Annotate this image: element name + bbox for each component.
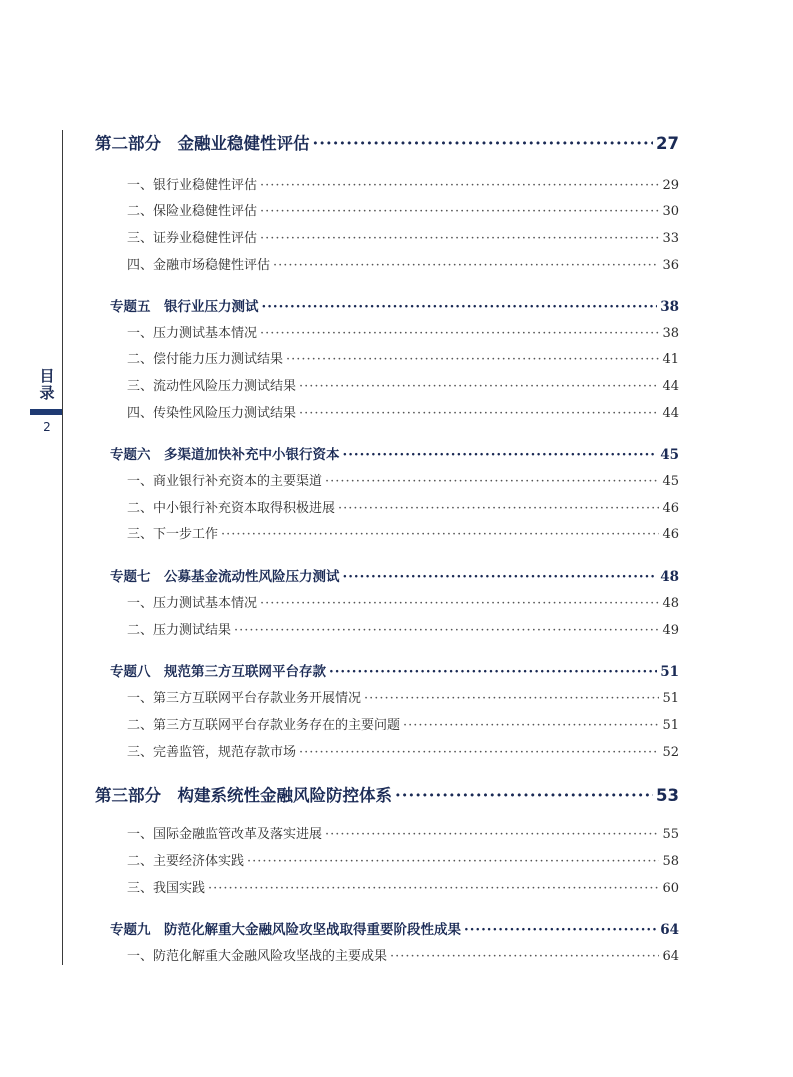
toc-entry-title: 专题九 防范化解重大金融风险攻坚战取得重要阶段性成果 <box>110 922 461 938</box>
toc-leader-dots <box>343 569 658 585</box>
toc-item-entry[interactable] <box>127 174 679 193</box>
toc-entry-page: 64 <box>662 949 679 964</box>
toc-entry-page: 44 <box>662 406 679 421</box>
toc-entry-page: 45 <box>662 474 679 489</box>
toc-entry-page: 64 <box>660 922 679 938</box>
toc-leader-dots <box>390 949 659 964</box>
toc-entry-title: 二、第三方互联网平台存款业务存在的主要问题 <box>127 718 401 733</box>
toc-entry-title: 一、国际金融监管改革及落实进展 <box>127 827 323 842</box>
toc-entry-title: 三、我国实践 <box>127 881 206 896</box>
toc-item-entry[interactable] <box>127 592 679 611</box>
toc-topic-entry[interactable] <box>110 918 679 938</box>
toc-entry-page: 46 <box>662 527 679 542</box>
toc-item-entry[interactable] <box>127 687 679 706</box>
toc-entry-title: 二、中小银行补充资本取得积极进展 <box>127 501 336 516</box>
toc-leader-dots <box>262 299 658 315</box>
toc-leader-dots <box>325 474 659 489</box>
toc-topic-entry[interactable] <box>110 660 679 680</box>
toc-entry-title: 一、商业银行补充资本的主要渠道 <box>127 474 323 489</box>
toc-leader-dots <box>299 406 659 421</box>
toc-entry-title: 一、第三方互联网平台存款业务开展情况 <box>127 691 362 706</box>
toc-entry-page: 51 <box>660 664 679 680</box>
side-label-bottom: 录 <box>39 384 55 402</box>
toc-leader-dots <box>286 352 659 367</box>
toc-leader-dots <box>325 827 659 842</box>
toc-entry-title: 三、下一步工作 <box>127 527 219 542</box>
toc-part-entry[interactable] <box>95 130 679 154</box>
toc-entry-title: 专题八 规范第三方互联网平台存款 <box>110 664 326 680</box>
toc-entry-title: 二、压力测试结果 <box>127 623 232 638</box>
toc-leader-dots <box>234 623 659 638</box>
toc-item-entry[interactable] <box>127 823 679 842</box>
toc-item-entry[interactable] <box>127 375 679 394</box>
toc-item-entry[interactable] <box>127 945 679 964</box>
toc-leader-dots <box>221 527 659 542</box>
toc-item-entry[interactable] <box>127 402 679 421</box>
toc-entry-title: 第二部分 金融业稳健性评估 <box>95 134 310 153</box>
toc-entry-page: 46 <box>662 501 679 516</box>
toc-item-entry[interactable] <box>127 254 679 273</box>
toc-entry-page: 52 <box>662 745 679 760</box>
toc-item-entry[interactable] <box>127 523 679 542</box>
toc-entry-title: 四、传染性风险压力测试结果 <box>127 406 297 421</box>
toc-topic-entry[interactable] <box>110 443 679 463</box>
toc-entry-title: 一、压力测试基本情况 <box>127 326 258 341</box>
toc-leader-dots <box>338 501 659 516</box>
toc-entry-page: 51 <box>662 691 679 706</box>
toc-part-entry[interactable] <box>95 782 679 806</box>
toc-entry-page: 41 <box>662 352 679 367</box>
toc-leader-dots <box>273 258 659 273</box>
toc-entry-page: 60 <box>662 881 679 896</box>
toc-entry-title: 四、金融市场稳健性评估 <box>127 258 271 273</box>
toc-item-entry[interactable] <box>127 850 679 869</box>
toc-leader-dots <box>260 596 659 611</box>
toc-item-entry[interactable] <box>127 470 679 489</box>
toc-entry-page: 29 <box>662 178 679 193</box>
toc-entry-page: 38 <box>660 299 679 315</box>
toc-topic-entry[interactable] <box>110 295 679 315</box>
toc-entry-title: 二、偿付能力压力测试结果 <box>127 352 284 367</box>
toc-entry-page: 44 <box>662 379 679 394</box>
toc-leader-dots <box>299 379 659 394</box>
toc-leader-dots <box>260 204 659 219</box>
toc-entry-title: 专题五 银行业压力测试 <box>110 299 259 315</box>
toc-entry-page: 45 <box>660 447 679 463</box>
toc-entry-page: 48 <box>660 569 679 585</box>
toc-leader-dots <box>364 691 659 706</box>
toc-entry-title: 专题七 公募基金流动性风险压力测试 <box>110 569 340 585</box>
toc-entry-page: 49 <box>662 623 679 638</box>
toc-entry-title: 二、保险业稳健性评估 <box>127 204 258 219</box>
toc-leader-dots <box>260 178 659 193</box>
toc-entry-page: 58 <box>662 854 679 869</box>
toc-item-entry[interactable] <box>127 227 679 246</box>
toc-entry-page: 55 <box>662 827 679 842</box>
toc-entry-title: 三、流动性风险压力测试结果 <box>127 379 297 394</box>
toc-entry-page: 48 <box>662 596 679 611</box>
toc-leader-dots <box>260 231 659 246</box>
page-number: 2 <box>43 420 51 434</box>
toc-item-entry[interactable] <box>127 348 679 367</box>
toc-item-entry[interactable] <box>127 741 679 760</box>
toc-entry-title: 第三部分 构建系统性金融风险防控体系 <box>95 786 392 805</box>
toc-entry-page: 36 <box>662 258 679 273</box>
toc-entry-page: 33 <box>662 231 679 246</box>
toc-leader-dots <box>403 718 659 733</box>
toc-leader-dots <box>464 922 657 938</box>
toc-item-entry[interactable] <box>127 497 679 516</box>
toc-leader-dots <box>395 786 653 805</box>
toc-item-entry[interactable] <box>127 322 679 341</box>
toc-item-entry[interactable] <box>127 714 679 733</box>
toc-entry-page: 27 <box>656 134 679 153</box>
toc-leader-dots <box>260 326 659 341</box>
toc-leader-dots <box>247 854 659 869</box>
toc-entry-title: 二、主要经济体实践 <box>127 854 245 869</box>
toc-leader-dots <box>208 881 659 896</box>
toc-entry-title: 一、防范化解重大金融风险攻坚战的主要成果 <box>127 949 388 964</box>
toc-entry-title: 一、压力测试基本情况 <box>127 596 258 611</box>
toc-item-entry[interactable] <box>127 619 679 638</box>
toc-entry-page: 38 <box>662 326 679 341</box>
toc-leader-dots <box>313 134 654 153</box>
toc-entry-page: 53 <box>656 786 679 805</box>
toc-entry-title: 专题六 多渠道加快补充中小银行资本 <box>110 447 340 463</box>
toc-leader-dots <box>329 664 657 680</box>
side-label-top: 目 <box>39 367 55 385</box>
toc-entry-title: 三、证券业稳健性评估 <box>127 231 258 246</box>
toc-topic-entry[interactable] <box>110 565 679 585</box>
toc-entry-page: 51 <box>662 718 679 733</box>
toc-leader-dots <box>343 447 658 463</box>
toc-entry-page: 30 <box>662 204 679 219</box>
toc-item-entry[interactable] <box>127 200 679 219</box>
toc-item-entry[interactable] <box>127 877 679 896</box>
toc-leader-dots <box>299 745 659 760</box>
toc-entry-title: 一、银行业稳健性评估 <box>127 178 258 193</box>
toc-entry-title: 三、完善监管，规范存款市场 <box>127 745 297 760</box>
